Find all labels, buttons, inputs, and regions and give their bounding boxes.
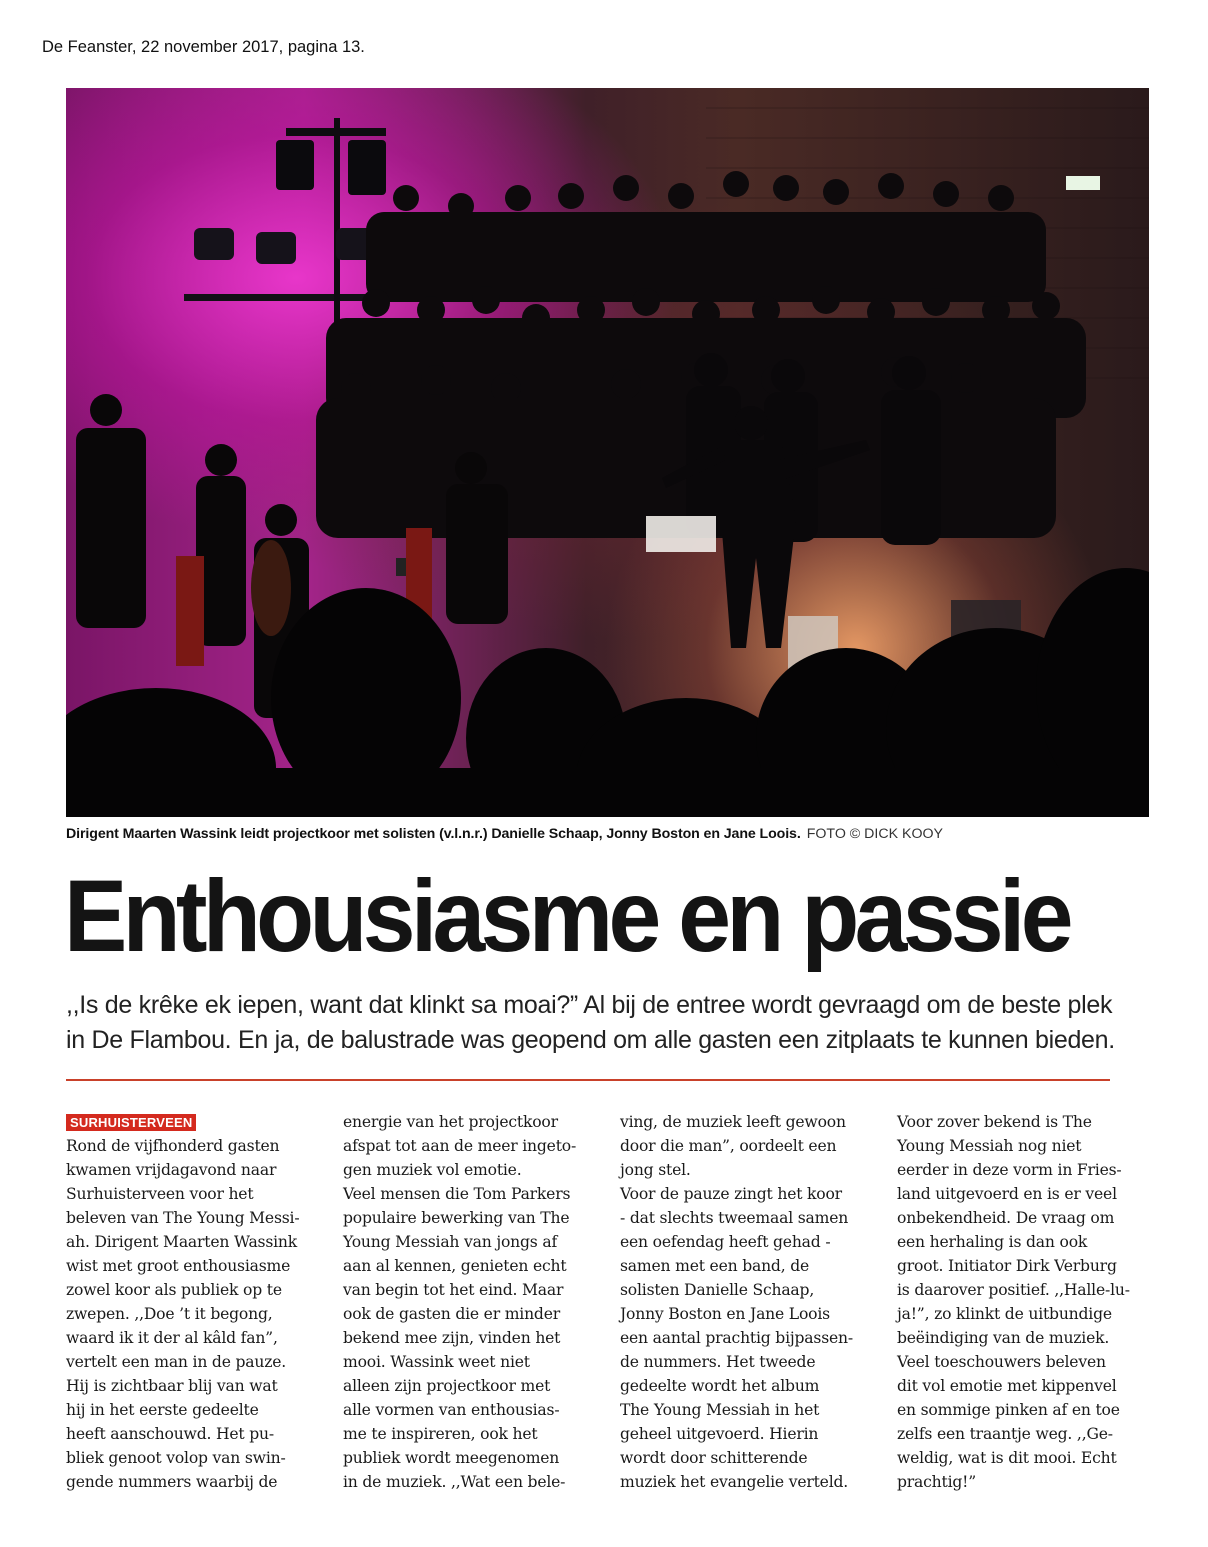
concert-photo-illustration	[66, 88, 1149, 817]
location-kicker: SURHUISTERVEEN	[66, 1114, 196, 1131]
text-line: wist met groot enthousiasme	[66, 1257, 291, 1275]
text-line: alle vormen van enthousias-	[343, 1401, 560, 1419]
text-line: land uitgevoerd en is er veel	[897, 1185, 1117, 1203]
text-line: Veel mensen die Tom Parkers	[343, 1185, 571, 1203]
text-line: de nummers. Het tweede	[620, 1353, 816, 1371]
article-column-4	[897, 1110, 1159, 1494]
text-line: hij in het eerste gedeelte	[66, 1401, 259, 1419]
text-line: ah. Dirigent Maarten Wassink	[66, 1233, 298, 1251]
text-line: ja!”, zo klinkt de uitbundige	[897, 1305, 1112, 1323]
text-line: alleen zijn projectkoor met	[343, 1377, 551, 1395]
article-column-3	[620, 1110, 882, 1494]
stage-light-icon	[276, 140, 314, 190]
intro-line: in De Flambou. En ja, de balustrade was geopend om alle gasten een zitplaats te kunnen bieden.	[66, 1026, 1115, 1054]
text-line: muziek het evangelie verteld.	[620, 1473, 849, 1491]
text-line: afspat tot aan de meer ingeto-	[343, 1137, 577, 1155]
text-line: zwepen. ,,Doe ’t it begong,	[66, 1305, 273, 1323]
text-line: solisten Danielle Schaap,	[620, 1281, 815, 1299]
text-line: beleven van The Young Messi-	[66, 1209, 300, 1227]
text-line: Hij is zichtbaar blij van wat	[66, 1377, 278, 1395]
text-line: geheel uitgevoerd. Hierin	[620, 1425, 819, 1443]
concert-photo	[66, 88, 1149, 817]
text-line: populaire bewerking van The	[343, 1209, 570, 1227]
text-line: bliek genoot volop van swin-	[66, 1449, 286, 1467]
source-line: De Feanster, 22 november 2017, pagina 13.	[42, 38, 365, 56]
text-line: zowel koor als publiek op te	[66, 1281, 282, 1299]
text-line: beëindiging van de muziek.	[897, 1329, 1110, 1347]
text-line: een aantal prachtig bijpassen-	[620, 1329, 853, 1347]
text-line: dit vol emotie met kippenvel	[897, 1377, 1117, 1395]
text-line: in de muziek. ,,Wat een bele-	[343, 1473, 566, 1491]
stage-light-icon	[348, 140, 386, 195]
article-column-1	[66, 1110, 328, 1494]
article-intro	[66, 988, 1126, 1058]
text-line: ook de gasten die er minder	[343, 1305, 561, 1323]
text-line: gen muziek vol emotie.	[343, 1161, 522, 1179]
text-line: The Young Messiah in het	[620, 1401, 820, 1419]
text-line: vertelt een man in de pauze.	[66, 1353, 287, 1371]
text-line: publiek wordt meegenomen	[343, 1449, 560, 1467]
text-line: energie van het projectkoor	[343, 1113, 558, 1131]
text-line: bekend mee zijn, vinden het	[343, 1329, 561, 1347]
text-line: gedeelte wordt het album	[620, 1377, 820, 1395]
intro-line: ,,Is de krêke ek iepen, want dat klinkt sa moai?” Al bij de entree wordt gevraagd om de beste plek	[66, 991, 1113, 1019]
text-line: kwamen vrijdagavond naar	[66, 1161, 277, 1179]
text-line: Veel toeschouwers beleven	[897, 1353, 1106, 1371]
text-line: Young Messiah nog niet	[897, 1137, 1082, 1155]
photo-credit: FOTO © DICK KOOY	[806, 826, 944, 842]
text-line: mooi. Wassink weet niet	[343, 1353, 530, 1371]
text-line: heeft aanschouwd. Het pu-	[66, 1425, 274, 1443]
text-line: Voor de pauze zingt het koor	[620, 1185, 842, 1203]
text-line: prachtig!”	[897, 1473, 976, 1491]
exit-sign-icon	[1066, 176, 1100, 190]
text-line: waard ik it der al kâld fan”,	[66, 1329, 278, 1347]
text-line: - dat slechts tweemaal samen	[620, 1209, 849, 1227]
article-column-2	[343, 1110, 605, 1494]
text-line: door die man”, oordeelt een	[620, 1137, 837, 1155]
text-line: aan al kennen, genieten echt	[343, 1257, 567, 1275]
text-line: een oefendag heeft gehad -	[620, 1233, 831, 1251]
text-line: van begin tot het eind. Maar	[343, 1281, 564, 1299]
text-line: jong stel.	[620, 1161, 691, 1179]
text-line: een herhaling is dan ook	[897, 1233, 1088, 1251]
text-line: ving, de muziek leeft gewoon	[620, 1113, 846, 1131]
text-line: Surhuisterveen voor het	[66, 1185, 254, 1203]
text-line: me te inspireren, ook het	[343, 1425, 538, 1443]
text-line: Young Messiah van jongs af	[343, 1233, 558, 1251]
text-line: en sommige pinken af en toe	[897, 1401, 1120, 1419]
text-line: onbekendheid. De vraag om	[897, 1209, 1115, 1227]
text-line: eerder in deze vorm in Fries-	[897, 1161, 1122, 1179]
text-line: Rond de vijfhonderd gasten	[66, 1137, 280, 1155]
text-line: weldig, wat is dit mooi. Echt	[897, 1449, 1117, 1467]
caption-text: Dirigent Maarten Wassink leidt projectkoor met solisten (v.l.n.r.) Danielle Schaap, Jonny Boston en Jane Loois.	[66, 826, 801, 842]
section-divider	[66, 1079, 1110, 1081]
photo-caption	[66, 826, 1156, 842]
article-headline: Enthousiasme en passie	[64, 859, 1069, 973]
text-line: groot. Initiator Dirk Verburg	[897, 1257, 1117, 1275]
text-line: is daarover positief. ,,Halle-lu-	[897, 1281, 1130, 1299]
text-line: samen met een band, de	[620, 1257, 810, 1275]
text-line: Jonny Boston en Jane Loois	[620, 1305, 830, 1323]
text-line: gende nummers waarbij de	[66, 1473, 278, 1491]
text-line: zelfs een traantje weg. ,,Ge-	[897, 1425, 1113, 1443]
text-line: Voor zover bekend is The	[897, 1113, 1092, 1131]
text-line: wordt door schitterende	[620, 1449, 808, 1467]
